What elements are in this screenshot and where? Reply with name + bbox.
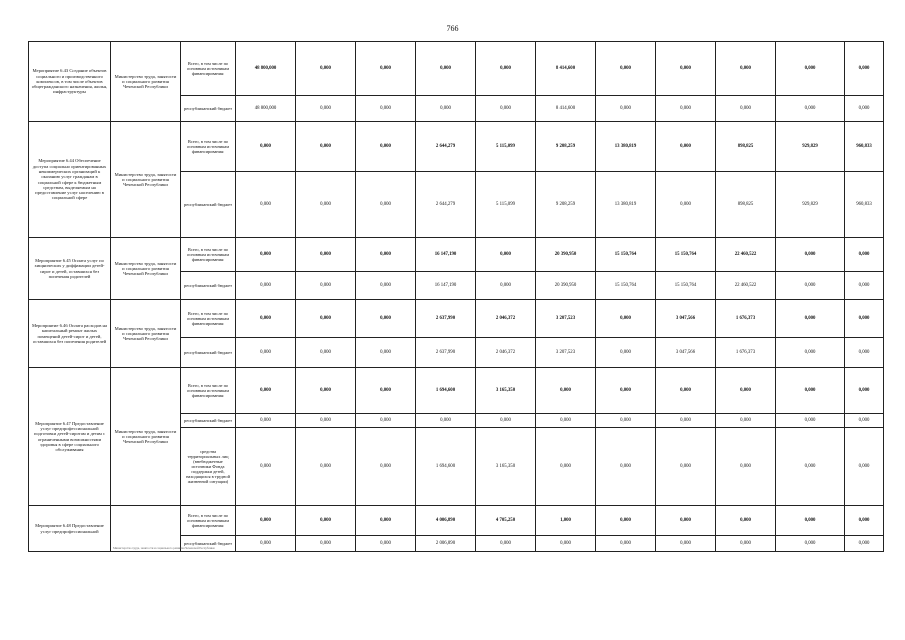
budget-value: 22 460,522 <box>716 238 776 272</box>
budget-value: 898,825 <box>716 122 776 172</box>
budget-value: 0,000 <box>356 42 416 96</box>
budget-value: 0,000 <box>476 414 536 428</box>
budget-value: 9 208,259 <box>536 172 596 238</box>
measure-executor: Министерство труда, занятости и социального развития Чеченской Республики <box>111 42 181 122</box>
budget-value: 929,829 <box>776 172 845 238</box>
funding-source: Всего, в том числе по основным источникам финансирования: <box>181 300 236 338</box>
budget-value: 0,000 <box>596 414 656 428</box>
budget-value: 3 165,350 <box>476 368 536 414</box>
budget-value: 15 150,764 <box>596 272 656 300</box>
budget-value: 16 147,190 <box>416 272 476 300</box>
budget-value: 48 800,000 <box>236 42 296 96</box>
budget-value: 898,825 <box>716 172 776 238</box>
funding-source: Всего, в том числе по основным источникам финансирования: <box>181 506 236 536</box>
budget-value: 0,000 <box>656 414 716 428</box>
budget-value: 0,000 <box>356 428 416 506</box>
budget-value: 0,000 <box>296 272 356 300</box>
budget-value: 2 006,890 <box>416 536 476 552</box>
budget-value: 1 694,600 <box>416 428 476 506</box>
funding-source: республиканский бюджет <box>181 338 236 368</box>
budget-value: 0,000 <box>416 42 476 96</box>
budget-value: 0,000 <box>416 96 476 122</box>
measure-executor: Министерство труда, занятости и социального развития Чеченской Республики <box>111 368 181 506</box>
measure-title: Мероприятие 6.47 Предоставление услуг предпрофессиональной подготовки детей-сиротам и детям с ограниченными возможностями здоровья в сфере социального обслуживания <box>29 368 111 506</box>
budget-value: 0,000 <box>596 368 656 414</box>
budget-value: 1 694,600 <box>416 368 476 414</box>
budget-value: 0,000 <box>296 96 356 122</box>
budget-value: 3 207,523 <box>536 338 596 368</box>
budget-value: 0,000 <box>656 42 716 96</box>
funding-source: Всего, в том числе по основным источникам финансирования: <box>181 238 236 272</box>
budget-value: 0,000 <box>236 368 296 414</box>
budget-value: 0,000 <box>536 414 596 428</box>
funding-source: Всего, в том числе по основным источникам финансирования: <box>181 368 236 414</box>
budget-value: 0,000 <box>656 536 716 552</box>
budget-value: 0,000 <box>656 368 716 414</box>
funding-source: республиканский бюджет <box>181 172 236 238</box>
budget-value: 0,000 <box>656 506 716 536</box>
budget-value: 0,000 <box>356 272 416 300</box>
budget-value: 0,000 <box>776 272 845 300</box>
budget-value: 0,000 <box>536 368 596 414</box>
budget-value: 2 046,372 <box>476 338 536 368</box>
budget-value: 9 208,259 <box>536 122 596 172</box>
budget-value: 0,000 <box>845 238 884 272</box>
budget-value: 5 115,099 <box>476 172 536 238</box>
budget-value: 1 676,373 <box>716 300 776 338</box>
budget-value: 0,000 <box>356 96 416 122</box>
budget-value: 0,000 <box>776 300 845 338</box>
budget-value: 0,000 <box>476 42 536 96</box>
budget-value: 0,000 <box>356 536 416 552</box>
table-row <box>29 238 884 272</box>
budget-value: 4 705,250 <box>476 506 536 536</box>
budget-value: 0,000 <box>296 238 356 272</box>
budget-value: 13 380,819 <box>596 122 656 172</box>
budget-value: 0,000 <box>716 368 776 414</box>
funding-source: средства территориальных лиц (внебюджетные источники Фонда поддержки детей, находящихся в трудной жизненной ситуации) <box>181 428 236 506</box>
budget-value: 0,000 <box>296 536 356 552</box>
page-number: 766 <box>446 24 459 33</box>
budget-value: 5 115,099 <box>476 122 536 172</box>
budget-value: 13 380,819 <box>596 172 656 238</box>
table-row <box>29 122 884 172</box>
budget-value: 3 207,523 <box>536 300 596 338</box>
measure-title: Мероприятие 6.45 Оплата услуг по хищнических у диффамации детей-сирот и детей, оставшихся без попечения родителей <box>29 238 111 300</box>
budget-value: 0,000 <box>776 238 845 272</box>
budget-value: 0,000 <box>716 506 776 536</box>
budget-value: 0,000 <box>476 536 536 552</box>
budget-value: 8 414,600 <box>536 96 596 122</box>
measure-title: Мероприятие 6.44 Обеспечение доступа социально ориентированных некоммерческих организаций к оказанию услуг гражданам в социальной сфере к бюджетным средствам, выделяемым на предоставление услуг населению в социальной сфере <box>29 122 111 238</box>
funding-source: республиканский бюджет <box>181 272 236 300</box>
funding-source: республиканский бюджет <box>181 414 236 428</box>
budget-value: 3 047,566 <box>656 300 716 338</box>
budget-value: 0,000 <box>845 300 884 338</box>
budget-value: 0,000 <box>845 368 884 414</box>
budget-value: 0,000 <box>236 414 296 428</box>
budget-value: 0,000 <box>776 96 845 122</box>
budget-value: 0,000 <box>845 272 884 300</box>
budget-value: 2 644,279 <box>416 122 476 172</box>
budget-value: 0,000 <box>296 368 356 414</box>
funding-source: Всего, в том числе по основным источникам финансирования: <box>181 122 236 172</box>
budget-value: 0,000 <box>656 96 716 122</box>
budget-value: 0,000 <box>845 536 884 552</box>
funding-source: Всего, в том числе по основным источникам финансирования: <box>181 42 236 96</box>
budget-value: 22 460,522 <box>716 272 776 300</box>
budget-value: 0,000 <box>596 338 656 368</box>
budget-value: 0,000 <box>236 536 296 552</box>
budget-value: 0,000 <box>476 238 536 272</box>
budget-value: 0,000 <box>716 428 776 506</box>
budget-value: 0,000 <box>776 42 845 96</box>
budget-value: 0,000 <box>296 172 356 238</box>
table-row <box>29 42 884 96</box>
budget-value: 0,000 <box>356 238 416 272</box>
budget-value: 0,000 <box>476 96 536 122</box>
budget-value: 0,000 <box>716 536 776 552</box>
budget-value: 0,000 <box>236 122 296 172</box>
budget-value: 0,000 <box>536 428 596 506</box>
budget-value: 0,000 <box>656 122 716 172</box>
budget-value: 0,000 <box>356 368 416 414</box>
budget-value: 0,000 <box>845 414 884 428</box>
budget-value: 0,000 <box>236 272 296 300</box>
table-row <box>29 300 884 338</box>
budget-value: 0,000 <box>296 506 356 536</box>
budget-value: 20 390,950 <box>536 238 596 272</box>
budget-value: 0,000 <box>236 338 296 368</box>
measure-title: Мероприятие 6.48 Предоставление услуг предпрофессиональной <box>29 506 111 552</box>
table-row <box>29 506 884 536</box>
budget-value: 2 644,279 <box>416 172 476 238</box>
budget-value: 15 150,764 <box>656 238 716 272</box>
budget-value: 0,000 <box>296 122 356 172</box>
budget-value: 16 147,190 <box>416 238 476 272</box>
budget-value: 20 390,950 <box>536 272 596 300</box>
funding-source: республиканский бюджет <box>181 536 236 552</box>
budget-value: 0,000 <box>296 338 356 368</box>
budget-value: 0,000 <box>236 172 296 238</box>
budget-table <box>28 41 884 552</box>
measure-title: Мероприятие 6.46 Оплата расходов на капитальный ремонт жилых помещений детей-сирот и детей, оставшихся без попечения родителей <box>29 300 111 368</box>
budget-value: 0,000 <box>596 96 656 122</box>
budget-value: 0,000 <box>656 428 716 506</box>
budget-value: 0,000 <box>296 300 356 338</box>
budget-value: 8 414,600 <box>536 42 596 96</box>
budget-value: 0,000 <box>845 506 884 536</box>
budget-value: 0,000 <box>476 272 536 300</box>
funding-source: республиканский бюджет <box>181 96 236 122</box>
budget-value: 0,000 <box>845 428 884 506</box>
budget-value: 0,000 <box>845 338 884 368</box>
measure-executor: Министерство труда, занятости и социального развития Чеченской Республики <box>111 300 181 368</box>
budget-value: 0,000 <box>356 122 416 172</box>
budget-value: 1 676,373 <box>716 338 776 368</box>
budget-value: 0,000 <box>236 506 296 536</box>
budget-value: 0,000 <box>236 300 296 338</box>
budget-value: 0,000 <box>236 238 296 272</box>
budget-value: 0,000 <box>716 414 776 428</box>
budget-value: 0,000 <box>596 428 656 506</box>
budget-value: 0,000 <box>845 42 884 96</box>
budget-value: 15 150,764 <box>596 238 656 272</box>
budget-value: 0,000 <box>716 42 776 96</box>
budget-value: 0,000 <box>536 536 596 552</box>
measure-executor: Министерство труда, занятости и социального развития Чеченской Республики <box>111 122 181 238</box>
budget-value: 0,000 <box>596 536 656 552</box>
budget-value: 0,000 <box>356 172 416 238</box>
budget-value: 0,000 <box>296 42 356 96</box>
budget-value: 0,000 <box>845 96 884 122</box>
budget-value: 2 046,372 <box>476 300 536 338</box>
budget-value: 0,000 <box>356 414 416 428</box>
budget-value: 15 150,764 <box>656 272 716 300</box>
budget-value: 0,000 <box>356 506 416 536</box>
budget-value: 0,000 <box>596 506 656 536</box>
table-row <box>29 368 884 414</box>
budget-value: 2 637,990 <box>416 338 476 368</box>
budget-value: 960,833 <box>845 172 884 238</box>
budget-value: 0,000 <box>776 536 845 552</box>
budget-value: 4 006,890 <box>416 506 476 536</box>
budget-value: 0,000 <box>776 428 845 506</box>
cut-off-text: Министерство труда, занятости и социального развития Чеченской Республики <box>113 545 215 550</box>
budget-value: 2 637,990 <box>416 300 476 338</box>
budget-value: 0,000 <box>716 96 776 122</box>
budget-value: 0,000 <box>596 300 656 338</box>
budget-value: 3 047,566 <box>656 338 716 368</box>
budget-value: 960,833 <box>845 122 884 172</box>
budget-value: 929,829 <box>776 122 845 172</box>
measure-title: Мероприятие 6.43 Создание объектов социального и производственного комплексов, в том числе объектов общегражданского назначения, жилья, инфраструктуры <box>29 42 111 122</box>
budget-value: 0,000 <box>776 506 845 536</box>
budget-value: 0,000 <box>236 428 296 506</box>
budget-value: 0,000 <box>296 414 356 428</box>
budget-value: 1,000 <box>536 506 596 536</box>
budget-value: 0,000 <box>356 300 416 338</box>
budget-value: 48 800,000 <box>236 96 296 122</box>
budget-value: 0,000 <box>356 338 416 368</box>
budget-value: 0,000 <box>416 414 476 428</box>
budget-value: 0,000 <box>296 428 356 506</box>
budget-value: 0,000 <box>776 338 845 368</box>
budget-value: 0,000 <box>656 172 716 238</box>
budget-value: 0,000 <box>776 368 845 414</box>
budget-value: 3 165,350 <box>476 428 536 506</box>
measure-executor: Министерство труда, занятости и социального развития Чеченской Республики <box>111 238 181 300</box>
budget-value: 0,000 <box>776 414 845 428</box>
budget-value: 0,000 <box>596 42 656 96</box>
